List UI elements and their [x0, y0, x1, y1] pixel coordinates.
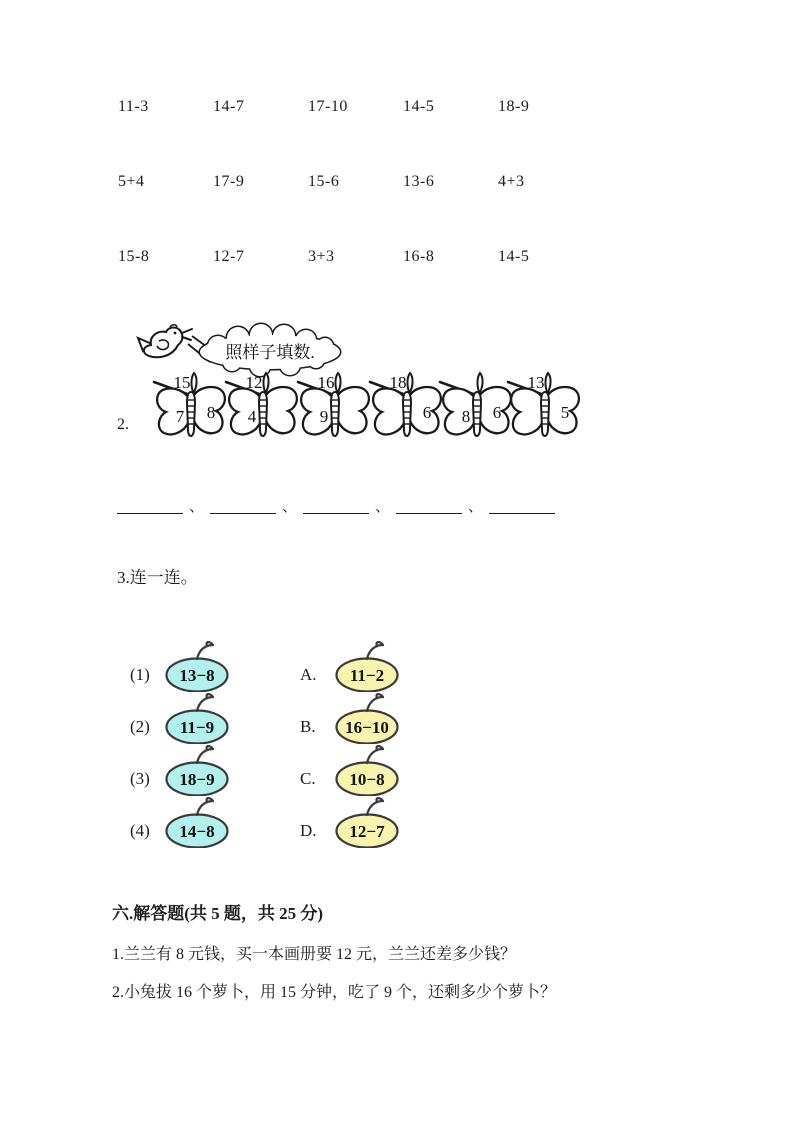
butterfly-left-number: 9 [319, 407, 329, 426]
matching-expression: 11−2 [349, 666, 385, 685]
butterfly-right-number: 8 [206, 403, 216, 422]
section6-question: 2.小兔拔 16 个萝卜，用 15 分钟，吃了 9 个，还剩多少个萝卜？ [112, 984, 557, 1001]
matching-expression: 10−8 [349, 770, 385, 789]
arithmetic-expression: 16-8 [403, 248, 435, 265]
matching-expression: 14−8 [179, 822, 215, 841]
apple-icon [164, 796, 234, 848]
answer-blank[interactable] [210, 498, 276, 514]
apple-icon [334, 692, 404, 744]
arithmetic-expression: 15-8 [118, 248, 150, 265]
matching-item-label: (1) [130, 665, 150, 684]
matching-row [300, 696, 404, 744]
apple-icon [164, 692, 234, 744]
apple-icon [164, 640, 234, 692]
matching-left-column [130, 644, 234, 852]
separator: 、 [468, 499, 484, 515]
matching-row [300, 800, 404, 848]
arithmetic-expression: 11-3 [118, 98, 149, 115]
arithmetic-expression: 14-5 [403, 98, 435, 115]
butterfly-top-number: 12 [245, 373, 263, 392]
butterfly-icon [508, 373, 579, 436]
matching-item-label: (2) [130, 717, 150, 736]
answer-blank[interactable] [489, 498, 555, 514]
apple-icon [334, 796, 404, 848]
matching-expression: 18−9 [179, 770, 215, 789]
section6-title: 六.解答题(共 5 题，共 25 分) [112, 904, 324, 923]
arithmetic-expression: 3+3 [308, 248, 335, 265]
question3-title: 3.连一连。 [117, 568, 198, 587]
speech-bubble [188, 324, 340, 376]
answer-blank[interactable] [396, 498, 462, 514]
matching-item-label: A. [300, 665, 317, 684]
butterfly-right-number: 6 [492, 403, 502, 422]
matching-item-label: (3) [130, 769, 150, 788]
separator: 、 [189, 499, 205, 515]
butterfly-icon [226, 373, 297, 436]
arithmetic-expression: 17-10 [308, 98, 348, 115]
apple-icon [334, 744, 404, 796]
apple-icon [334, 640, 404, 692]
question2-number: 2. [117, 416, 129, 433]
matching-right-column [300, 644, 404, 852]
section6-question: 1.兰兰有 8 元钱，买一本画册要 12 元，兰兰还差多少钱？ [112, 946, 517, 963]
butterfly-top-number: 16 [317, 373, 335, 392]
arithmetic-expression: 15-6 [308, 173, 340, 190]
matching-row [300, 644, 404, 692]
separator: 、 [282, 499, 298, 515]
answer-blank[interactable] [117, 498, 183, 514]
matching-row [130, 644, 234, 692]
butterfly-icon [370, 373, 441, 436]
butterfly-top-number: 13 [527, 373, 545, 392]
butterfly-icon [154, 373, 225, 436]
butterfly-right-number: 6 [422, 403, 432, 422]
matching-expression: 16−10 [345, 718, 389, 737]
butterfly-top-number: 18 [389, 373, 407, 392]
butterfly-right-number: 5 [560, 403, 570, 422]
arithmetic-grid [118, 97, 593, 267]
arithmetic-expression: 17-9 [213, 173, 245, 190]
butterfly-icon [298, 373, 369, 436]
butterfly-left-number: 8 [461, 407, 471, 426]
arithmetic-expression: 13-6 [403, 173, 435, 190]
arithmetic-expression: 18-9 [498, 98, 530, 115]
matching-item-label: (4) [130, 821, 150, 840]
bird-speech-text: 照样子填数. [225, 343, 315, 362]
separator: 、 [375, 499, 391, 515]
matching-item-label: D. [300, 821, 317, 840]
apple-icon [164, 744, 234, 796]
matching-row [130, 800, 234, 848]
arithmetic-expression: 12-7 [213, 248, 245, 265]
arithmetic-expression: 14-7 [213, 98, 245, 115]
arithmetic-expression: 14-5 [498, 248, 530, 265]
arithmetic-expression: 4+3 [498, 173, 525, 190]
matching-row [300, 748, 404, 796]
matching-expression: 11−9 [179, 718, 215, 737]
arithmetic-expression: 5+4 [118, 173, 145, 190]
butterfly-top-number: 15 [173, 373, 191, 392]
butterfly-icon [440, 373, 511, 436]
answer-blank[interactable] [303, 498, 369, 514]
butterfly-left-number: 4 [247, 407, 257, 426]
butterfly-left-number: 7 [175, 407, 185, 426]
matching-expression: 12−7 [349, 822, 385, 841]
matching-item-label: C. [300, 769, 316, 788]
bird-icon [138, 325, 192, 357]
matching-item-label: B. [300, 717, 316, 736]
matching-row [130, 696, 234, 744]
matching-expression: 13−8 [179, 666, 215, 685]
fill-numbers-illustration [132, 320, 582, 448]
answer-blanks-row [117, 498, 555, 514]
matching-row [130, 748, 234, 796]
